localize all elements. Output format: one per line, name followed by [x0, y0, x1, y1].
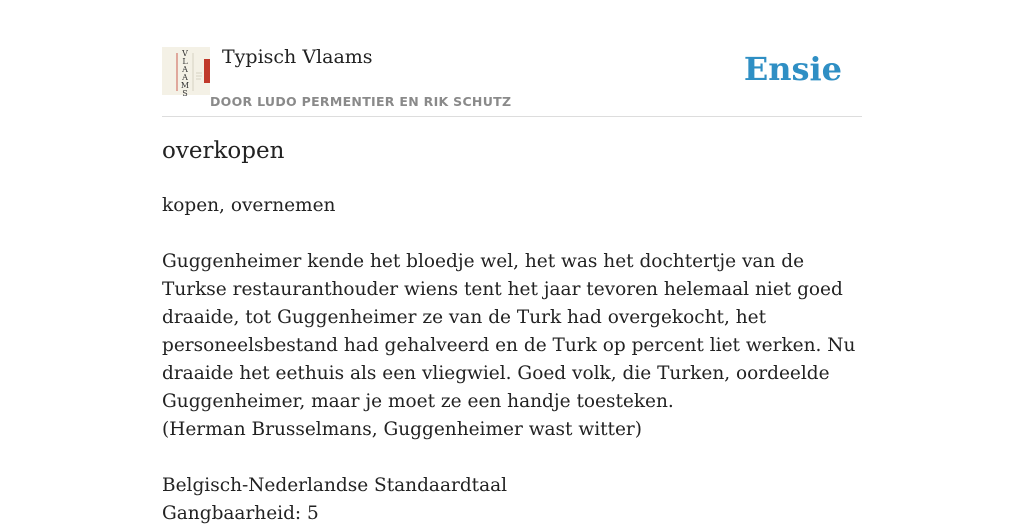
entry-title: overkopen	[162, 138, 285, 164]
logo-letter: M	[180, 81, 190, 90]
author-byline: DOOR LUDO PERMENTIER EN RIK SCHUTZ	[210, 94, 512, 109]
logo-letter: A	[182, 65, 188, 74]
entry-definition: kopen, overnemen	[162, 195, 336, 216]
publication-logo[interactable]	[162, 47, 210, 98]
spacer	[162, 444, 862, 472]
logo-letter: A	[182, 73, 188, 82]
ensie-logo-link[interactable]: Ensie	[743, 50, 842, 88]
spacer	[162, 220, 862, 248]
entry-source: (Herman Brusselmans, Guggenheimer wast witter)	[162, 419, 642, 440]
logo-letter: S	[182, 89, 188, 98]
publication-title[interactable]: Typisch Vlaams	[222, 46, 373, 68]
site-header	[162, 44, 862, 117]
entry-quote: Guggenheimer kende het bloedje wel, het was het dochtertje van de Turkse restauranthouder wiens tent het jaar tevoren helemaal niet goed draaide, tot Guggenheimer ze van de Turk had overgekocht, het personeelsbestand had gehalveerd en de Turk op percent liet werken. Nu draaide het eethuis als een vliegwiel. Goed volk, die Turken, oordeelde Guggenheimer, maar je moet ze een handje toesteken.	[162, 251, 856, 412]
logo-letter: L	[182, 57, 188, 66]
entry-usage: Gangbaarheid: 5	[162, 503, 319, 524]
logo-letter: V	[182, 49, 188, 58]
entry-classification: Belgisch-Nederlandse Standaardtaal	[162, 475, 508, 496]
entry-content	[162, 192, 862, 528]
book-cover-icon	[162, 47, 210, 98]
